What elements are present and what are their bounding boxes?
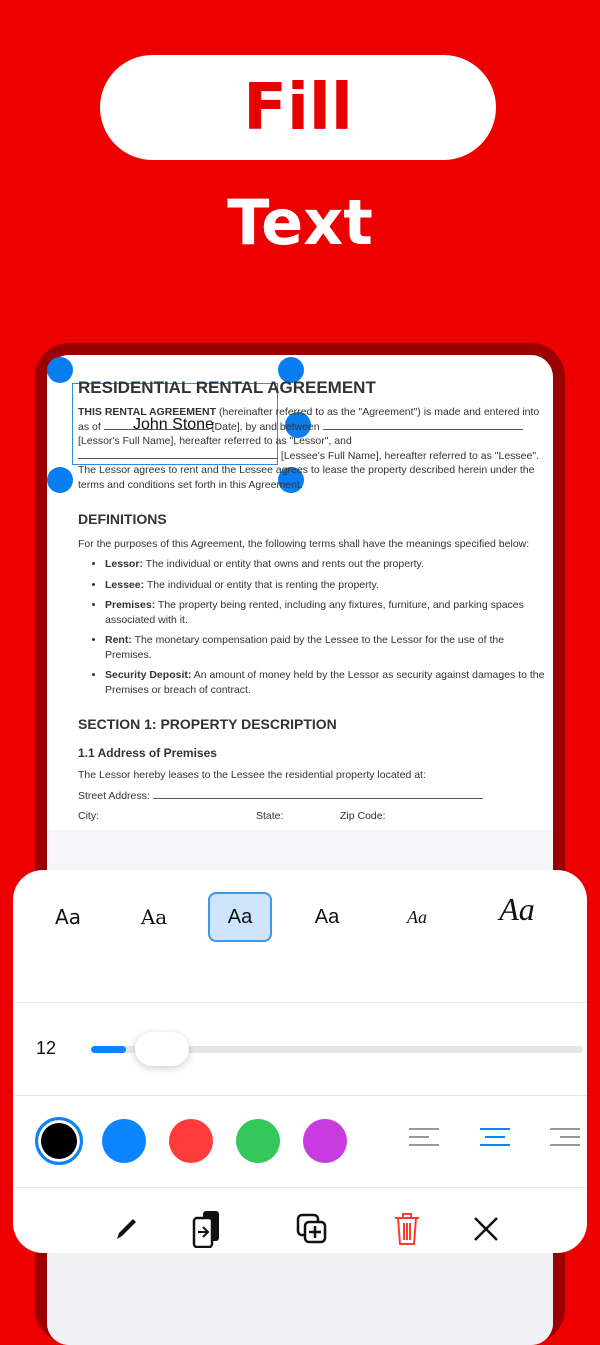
lessee-blank[interactable] [78, 449, 278, 459]
street-label: Street Address: [78, 789, 150, 802]
definitions-heading: DEFINITIONS [78, 511, 167, 527]
banner-pill [100, 55, 496, 160]
definition: The individual or entity that owns and rents out the property. [142, 558, 424, 570]
definitions-list [105, 557, 548, 697]
delete-trash-icon[interactable] [389, 1211, 425, 1247]
color-swatch-green[interactable] [236, 1119, 280, 1163]
font-option-calligraphy[interactable]: Aa [499, 890, 535, 927]
list-item [105, 557, 548, 572]
duplicate-icon[interactable] [294, 1211, 330, 1247]
align-right-icon[interactable] [550, 1128, 580, 1154]
font-option-serif[interactable]: Aa [140, 905, 168, 929]
resize-handle-bottom-left[interactable] [47, 467, 73, 493]
term: Premises: [105, 599, 156, 611]
close-icon[interactable] [468, 1211, 504, 1247]
document-page [78, 377, 548, 830]
section1-heading: SECTION 1: PROPERTY DESCRIPTION [78, 716, 337, 732]
term: Rent: [105, 634, 132, 646]
term: Lessee: [105, 578, 145, 591]
intro-text: [Lessee's Full Name], hereafter referred to as "Lessee". The Lessor agrees to rent and the Lessee agrees to lease the property described herein under the terms and conditions set forth in this Agreement. [78, 449, 539, 491]
color-swatch-blue[interactable] [102, 1119, 146, 1163]
definition: An amount of money held by the Lessor as security against damages to the Premises or breach of contract. [105, 669, 545, 696]
list-item [105, 578, 548, 593]
color-swatch-purple[interactable] [303, 1119, 347, 1163]
color-swatch-black[interactable] [35, 1117, 83, 1165]
address-intro: The Lessor hereby leases to the Lessee the residential property located at: [78, 769, 426, 781]
definition: The individual or entity that is renting the property. [144, 578, 379, 591]
intro-text: [Lessor's Full Name], hereafter referred to as "Lessor", and [78, 435, 352, 447]
font-option-script[interactable]: Aa [407, 906, 427, 927]
definition: The monetary compensation paid by the Lessee to the Lessor for the use of the Premises. [105, 634, 505, 661]
slider-thumb[interactable] [135, 1032, 189, 1066]
move-page-icon[interactable] [189, 1211, 225, 1247]
document-title: RESIDENTIAL RENTAL AGREEMENT [78, 378, 376, 397]
city-label: City: [78, 810, 99, 822]
resize-handle-top-left[interactable] [47, 357, 73, 383]
font-option-sans[interactable]: Aa [55, 905, 81, 929]
align-center-icon[interactable] [480, 1128, 510, 1154]
city-line [78, 809, 548, 824]
font-option-rounded[interactable]: Aa [314, 905, 340, 928]
divider [13, 1187, 587, 1188]
text-format-panel [13, 870, 587, 1253]
divider [13, 1002, 587, 1003]
zip-label: Zip Code: [340, 810, 386, 822]
definition: The property being rented, including any fixtures, furniture, and parking spaces associated with it. [105, 599, 524, 626]
edit-pencil-icon[interactable] [108, 1211, 144, 1247]
lessor-blank[interactable] [323, 420, 523, 430]
align-left-icon[interactable] [409, 1128, 439, 1154]
address-subheading: 1.1 Address of Premises [78, 745, 217, 760]
filled-text-field[interactable]: John Stone [133, 416, 214, 433]
state-label: State: [256, 810, 284, 822]
slider-fill [91, 1046, 126, 1053]
term: Security Deposit: [105, 669, 192, 681]
intro-text: (hereinafter referred to as the "Agreement") is made and entered into as of [78, 406, 540, 433]
term: Lessor: [105, 558, 143, 570]
list-item [105, 598, 548, 627]
intro-text: [Date], by and between [208, 420, 323, 433]
street-line [78, 789, 548, 804]
font-size-value: 12 [36, 1038, 57, 1058]
screen-bottom [47, 1253, 553, 1345]
color-swatch-red[interactable] [169, 1119, 213, 1163]
divider [13, 1095, 587, 1096]
banner-subtitle: Text [227, 186, 373, 259]
street-blank[interactable] [153, 789, 483, 799]
banner-title: Fill [243, 70, 353, 145]
definitions-intro: For the purposes of this Agreement, the following terms shall have the meanings specified below: [78, 537, 530, 550]
list-item [105, 633, 548, 662]
intro-bold: THIS RENTAL AGREEMENT [78, 406, 217, 418]
font-option-selected[interactable]: Aa [208, 892, 272, 942]
list-item [105, 668, 548, 697]
